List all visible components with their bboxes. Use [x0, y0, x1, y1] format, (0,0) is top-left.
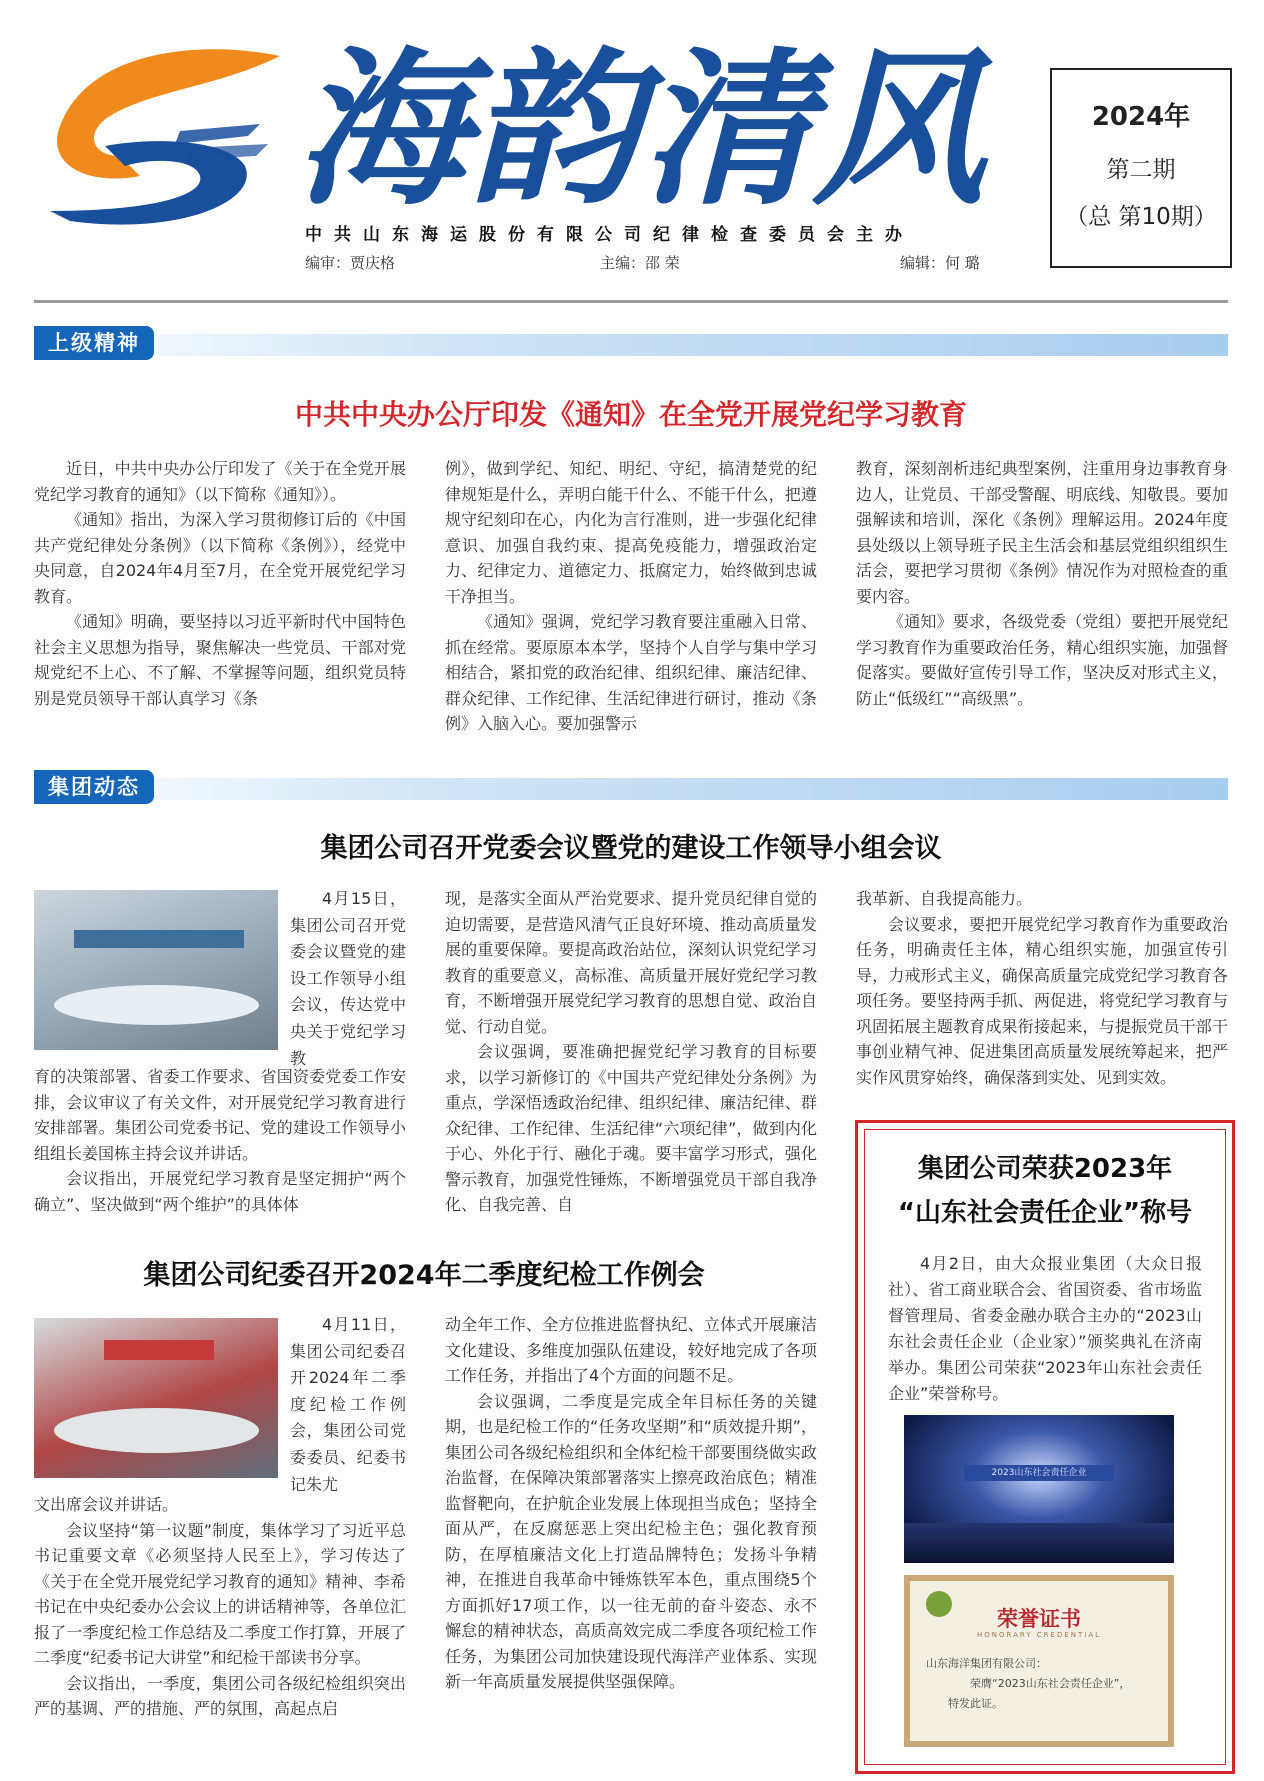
certificate-closing: 特发此证。: [948, 1697, 1003, 1710]
paragraph: 会议坚持“第一议题”制度，集体学习了习近平总书记重要文章《必须坚持人民至上》，学习传达了《关于在全党开展党纪学习教育的通知》精神、李希书记在中央纪委办公会议上的讲话精神等，各单位汇报了一季度纪检工作总结及二季度工作打算，开展了二季度“纪委书记大讲堂”和纪检干部读书分享。: [34, 1520, 406, 1667]
paragraph: 我革新、自我提高能力。: [856, 889, 1033, 908]
paragraph: 《通知》明确，要坚持以习近平新时代中国特色社会主义思想为指导，聚焦解决一些党员、干部对党规党纪不上心、不了解、不掌握等问题，组织党员特别是党员领导干部认真学习《条: [34, 612, 406, 708]
article2-col1-top: [290, 886, 406, 1072]
certificate-en: HONORARY CREDENTIAL: [976, 1631, 1102, 1639]
article2-col2: [445, 886, 817, 1218]
reviewer: 编审：贾庆格: [305, 254, 396, 272]
issue-box: [1050, 68, 1232, 268]
meeting-photo: [34, 890, 278, 1050]
award-title-line1: 集团公司荣获2023年: [917, 1154, 1173, 1184]
paragraph: 《通知》要求，各级党委（党组）要把开展党纪学习教育作为重要政治任务，精心组织实施，加强督促落实。要做好宣传引导工作，坚决反对形式主义，防止“低级红”“高级黑”。: [856, 612, 1228, 708]
issue-total: （总 第10期）: [1065, 204, 1217, 230]
article3-title: 集团公司纪委召开2024年二季度纪检工作例会: [143, 1260, 705, 1291]
paragraph: 4月11日，集团公司纪委召开2024年二季度纪检工作例会，集团公司党委委员、纪委书记朱尤: [290, 1315, 406, 1494]
award-box: [855, 1120, 1235, 1774]
article1-col1: [34, 456, 406, 711]
honor-certificate-image: [904, 1575, 1174, 1747]
paragraph: 现，是落实全面从严治党要求、提升党员纪律自觉的迫切需要，是营造风清气正良好环境、推动高质量发展的重要保障。要提高政治站位，深刻认识党纪学习教育的重要意义，高标准、高质量开展好党纪学习教育，不断增强开展党纪学习教育的思想自觉、政治自觉、行动自觉。: [445, 889, 817, 1036]
certificate-title: 荣誉证书: [997, 1606, 1081, 1631]
meeting-photo: [34, 1318, 278, 1478]
paragraph: 4月2日，由大众报业集团（大众日报社）、省工商业联合会、省国资委、省市场监督管理局、省委金融办联合主办的“2023山东社会责任企业（企业家）”颁奖典礼在济南举办。集团公司荣获“2023年山东社会责任企业”荣誉称号。: [888, 1254, 1202, 1403]
paragraph: 动全年工作、全方位推进监督执纪、立体式开展廉洁文化建设、多维度加强队伍建设，较好地完成了各项工作任务，并指出了4个方面的问题不足。: [445, 1315, 817, 1385]
chief-editor: 主编：邵 荣: [600, 254, 680, 272]
editor: 编辑：何 璐: [900, 254, 980, 272]
award-title: [858, 1147, 1232, 1235]
paragraph: 例》，做到学纪、知纪、明纪、守纪，搞清楚党的纪律规矩是什么，弄明白能干什么、不能干什么，把遵规守纪刻印在心，内化为言行准则，进一步强化纪律意识、加强自我约束、提高免疫能力，增强政治定力、纪律定力、道德定力、抵腐定力，始终做到忠诚干净担当。: [445, 459, 817, 606]
article2-col3: [856, 886, 1228, 1090]
certificate-recipient: 山东海洋集团有限公司：: [926, 1657, 1047, 1670]
shandong-shipping-s-logo-icon: [30, 36, 295, 236]
section-bar-group-news: [34, 770, 1228, 800]
section-bar-superior-spirit: [34, 326, 1228, 356]
paragraph: 育的决策部署、省委工作要求、省国资委党委工作安排，会议审议了有关文件，对开展党纪学习教育进行安排部署。集团公司党委书记、党的建设工作领导小组组长姜国栋主持会议并讲话。: [34, 1067, 406, 1163]
paragraph: 《通知》强调，党纪学习教育要注重融入日常、抓在经常。要原原本本学，坚持个人自学与集中学习相结合，紧扣党的政治纪律、组织纪律、廉洁纪律、群众纪律、工作纪律、生活纪律进行研讨，推动《条例》入脑入心。要加强警示: [445, 612, 817, 733]
paragraph: 会议指出，一季度，集团公司各级纪检组织突出严的基调、严的措施、严的氛围，高起点启: [34, 1673, 406, 1718]
masthead-title-text: 海韵清风: [295, 40, 994, 220]
section-label: 上级精神: [34, 326, 154, 360]
award-title-line2: “山东社会责任企业”称号: [897, 1198, 1193, 1228]
article3-col2: [445, 1312, 817, 1695]
article1-col3: [856, 456, 1228, 711]
issue-year: 2024年: [1091, 102, 1191, 132]
paragraph: 会议强调，二季度是完成全年目标任务的关键期，也是纪检工作的“任务攻坚期”和“质效提升期”，集团公司各级纪检组织和全体纪检干部要围绕做实政治监督，在保障决策部署落实上擦亮政治底色；精准监督靶向，在护航企业发展上体现担当成色；坚持全面从严，在反腐惩恶上突出纪检主色；强化教育预防，在厚植廉洁文化上打造品牌特色；发扬斗争精神，在推进自我革命中锤炼铁军本色，重点围绕5个方面抓好17项工作，以一往无前的奋斗姿态、永不懈怠的精神状态，高质高效完成二季度各项纪检工作任务，为集团公司加快建设现代海洋产业体系、实现新一年高质量发展提供坚强保障。: [445, 1391, 817, 1691]
paragraph: 近日，中共中央办公厅印发了《关于在全党开展党纪学习教育的通知》（以下简称《通知》）。: [34, 459, 406, 504]
masthead-title: [295, 40, 995, 220]
masthead-divider: [34, 300, 1228, 303]
paragraph: 《通知》指出，为深入学习贯彻修订后的《中国共产党纪律处分条例》（以下简称《条例》），经党中央同意，自2024年4月至7月，在全党开展党纪学习教育。: [34, 510, 406, 606]
award-ceremony-photo: [904, 1415, 1174, 1563]
article3-col1: [34, 1492, 406, 1722]
article2-col1: [34, 1064, 406, 1217]
article1-title: 中共中央办公厅印发《通知》在全党开展党纪学习教育: [294, 398, 967, 431]
stage-banner: 2023山东社会责任企业: [964, 1465, 1114, 1481]
masthead-logo: [30, 36, 295, 236]
article1-col2: [445, 456, 817, 737]
certificate-body: 荣膺“2023山东社会责任企业”，: [970, 1677, 1131, 1690]
section-label: 集团动态: [34, 770, 154, 804]
paragraph: 文出席会议并讲话。: [34, 1495, 179, 1514]
paragraph: 会议要求，要把开展党纪学习教育作为重要政治任务，明确责任主体，精心组织实施，加强宣传引导，力戒形式主义，确保高质量完成党纪学习教育各项任务。要坚持两手抓、两促进，将党纪学习教育与巩固拓展主题教育成果衔接起来，与提振党员干部干事创业精气神、促进集团高质量发展统筹起来，把严实作风贯穿始终，确保落到实处、见到实效。: [856, 914, 1228, 1087]
paragraph: 会议指出，开展党纪学习教育是坚定拥护“两个确立”、坚决做到“两个维护”的具体体: [34, 1169, 406, 1214]
paragraph: 4月15日，集团公司召开党委会议暨党的建设工作领导小组会议，传达党中央关于党纪学习教: [290, 889, 406, 1068]
paragraph: 教育，深刻剖析违纪典型案例，注重用身边事教育身边人，让党员、干部受警醒、明底线、知敬畏。要加强解读和培训，深化《条例》理解运用。2024年度县处级以上领导班子民主生活会和基层党组织组织生活会，要把学习贯彻《条例》情况作为对照检查的重要内容。: [856, 459, 1228, 606]
award-text: [888, 1251, 1202, 1407]
article2-title: 集团公司召开党委会议暨党的建设工作领导小组会议: [320, 833, 942, 864]
issue-number: 第二期: [1106, 157, 1176, 183]
article3-col1-top: [290, 1312, 406, 1498]
paragraph: 会议强调，要准确把握党纪学习教育的目标要求，以学习新修订的《中国共产党纪律处分条例》为重点，学深悟透政治纪律、组织纪律、廉洁纪律、群众纪律、工作纪律、生活纪律“六项纪律”，做到内化于心、外化于行、融化于魂。要丰富学习形式，强化警示教育，加强党性锤炼，不断增强党员干部自我净化、自我完善、自: [445, 1042, 817, 1214]
host-organization: 中共山东海运股份有限公司纪律检查委员会主办: [305, 225, 914, 245]
